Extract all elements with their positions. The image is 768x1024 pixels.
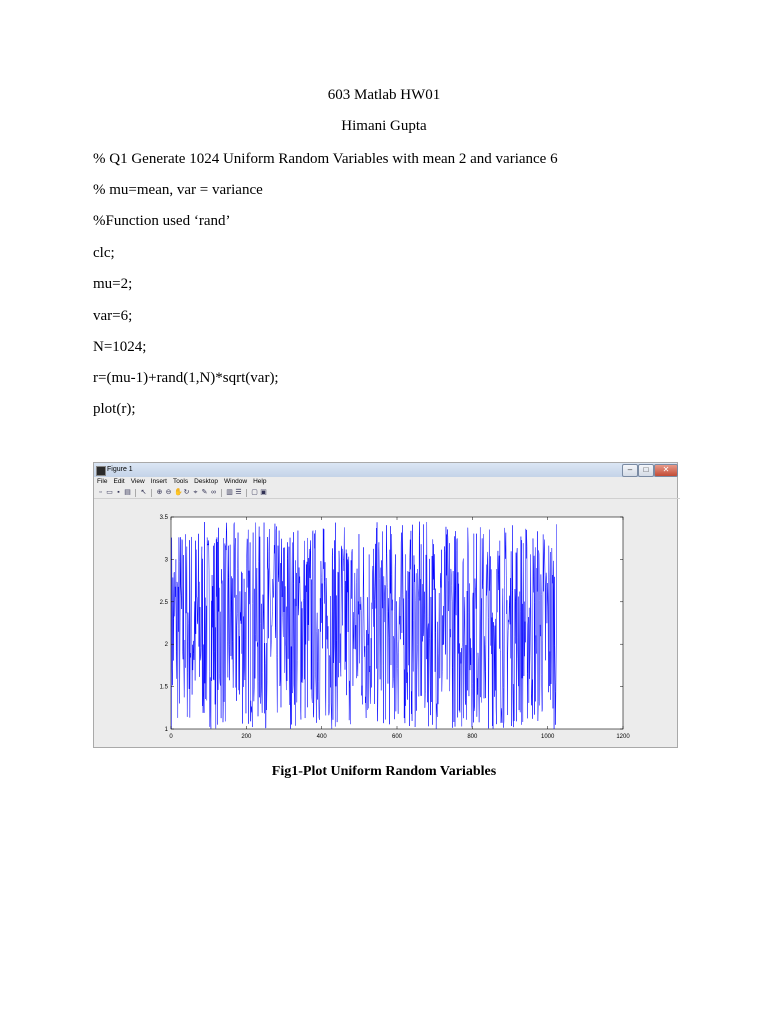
menu-tools[interactable]: Tools — [172, 478, 189, 485]
menu-help[interactable]: Help — [253, 478, 267, 485]
y-tick-label: 1 — [164, 727, 168, 733]
data-cursor-icon[interactable]: ⌖ — [193, 489, 198, 496]
code-line-plot: plot(r); — [93, 401, 136, 417]
code-line-clc: clc; — [93, 245, 115, 261]
x-tick-label: 600 — [391, 734, 403, 740]
y-tick-label: 2.5 — [159, 599, 168, 606]
figure-title: Figure 1 — [107, 466, 133, 473]
rotate-icon[interactable]: ↻ — [183, 489, 190, 496]
y-tick-label: 3 — [164, 557, 168, 564]
x-tick-label: 0 — [169, 734, 173, 740]
hide-plot-tools-icon[interactable]: ▢ — [251, 489, 258, 496]
pointer-icon[interactable]: ↖ — [140, 489, 147, 496]
menu-insert[interactable]: Insert — [150, 478, 167, 485]
pan-icon[interactable]: ✋ — [174, 489, 183, 496]
menu-desktop[interactable]: Desktop — [194, 478, 218, 485]
figure-caption: Fig1-Plot Uniform Random Variables — [271, 764, 497, 779]
figure-menu-bar — [94, 477, 677, 487]
x-tick-label: 800 — [467, 734, 478, 740]
link-icon[interactable]: ∞ — [211, 489, 216, 496]
matlab-app-icon — [96, 466, 106, 476]
zoom-in-icon[interactable]: ⊕ — [156, 489, 163, 496]
toolbar-separator — [135, 489, 136, 497]
menu-window[interactable]: Window — [223, 478, 248, 485]
brush-icon[interactable]: ✎ — [201, 489, 208, 496]
y-tick-label: 1.5 — [159, 684, 168, 691]
colorbar-icon[interactable]: ▥ — [226, 489, 233, 496]
figure-title-bar[interactable] — [94, 463, 677, 477]
toolbar-separator — [221, 489, 222, 497]
x-tick-label: 400 — [316, 734, 327, 740]
y-tick-label: 2 — [164, 642, 168, 649]
y-tick-label: 3.5 — [159, 515, 168, 521]
save-icon[interactable]: ▪ — [117, 489, 120, 496]
matlab-figure-window — [93, 462, 678, 748]
code-line-comment-function: %Function used ‘rand’ — [93, 213, 231, 229]
menu-file[interactable]: File — [97, 478, 108, 485]
figure-plot-area — [94, 499, 677, 747]
show-plot-tools-icon[interactable]: ▣ — [260, 489, 267, 496]
code-line-comment-q1: % Q1 Generate 1024 Uniform Random Variables with mean 2 and variance 6 — [93, 151, 558, 167]
figure-toolbar — [94, 487, 680, 499]
doc-author: Himani Gupta — [341, 118, 427, 134]
close-button[interactable]: ✕ — [654, 464, 678, 477]
code-line-n: N=1024; — [93, 339, 147, 355]
zoom-out-icon[interactable]: ⊖ — [165, 489, 172, 496]
legend-icon[interactable]: ☰ — [235, 489, 242, 496]
doc-title: 603 Matlab HW01 — [327, 87, 441, 103]
code-line-r: r=(mu-1)+rand(1,N)*sqrt(var); — [93, 370, 279, 386]
menu-view[interactable]: View — [130, 478, 145, 485]
open-folder-icon[interactable]: ▭ — [106, 489, 113, 496]
x-tick-label: 1000 — [540, 734, 555, 740]
code-line-var: var=6; — [93, 308, 133, 324]
menu-edit[interactable]: Edit — [113, 478, 125, 485]
maximize-button[interactable]: □ — [638, 464, 654, 477]
x-tick-label: 200 — [241, 734, 252, 740]
print-icon[interactable]: ▤ — [124, 489, 131, 496]
minimize-button[interactable]: – — [622, 464, 638, 477]
toolbar-separator — [246, 489, 247, 497]
code-line-mu: mu=2; — [93, 276, 133, 292]
new-file-icon[interactable]: ▫ — [99, 489, 102, 496]
x-tick-label: 1200 — [616, 734, 630, 740]
code-line-comment-vars: % mu=mean, var = variance — [93, 182, 263, 198]
toolbar-separator — [151, 489, 152, 497]
